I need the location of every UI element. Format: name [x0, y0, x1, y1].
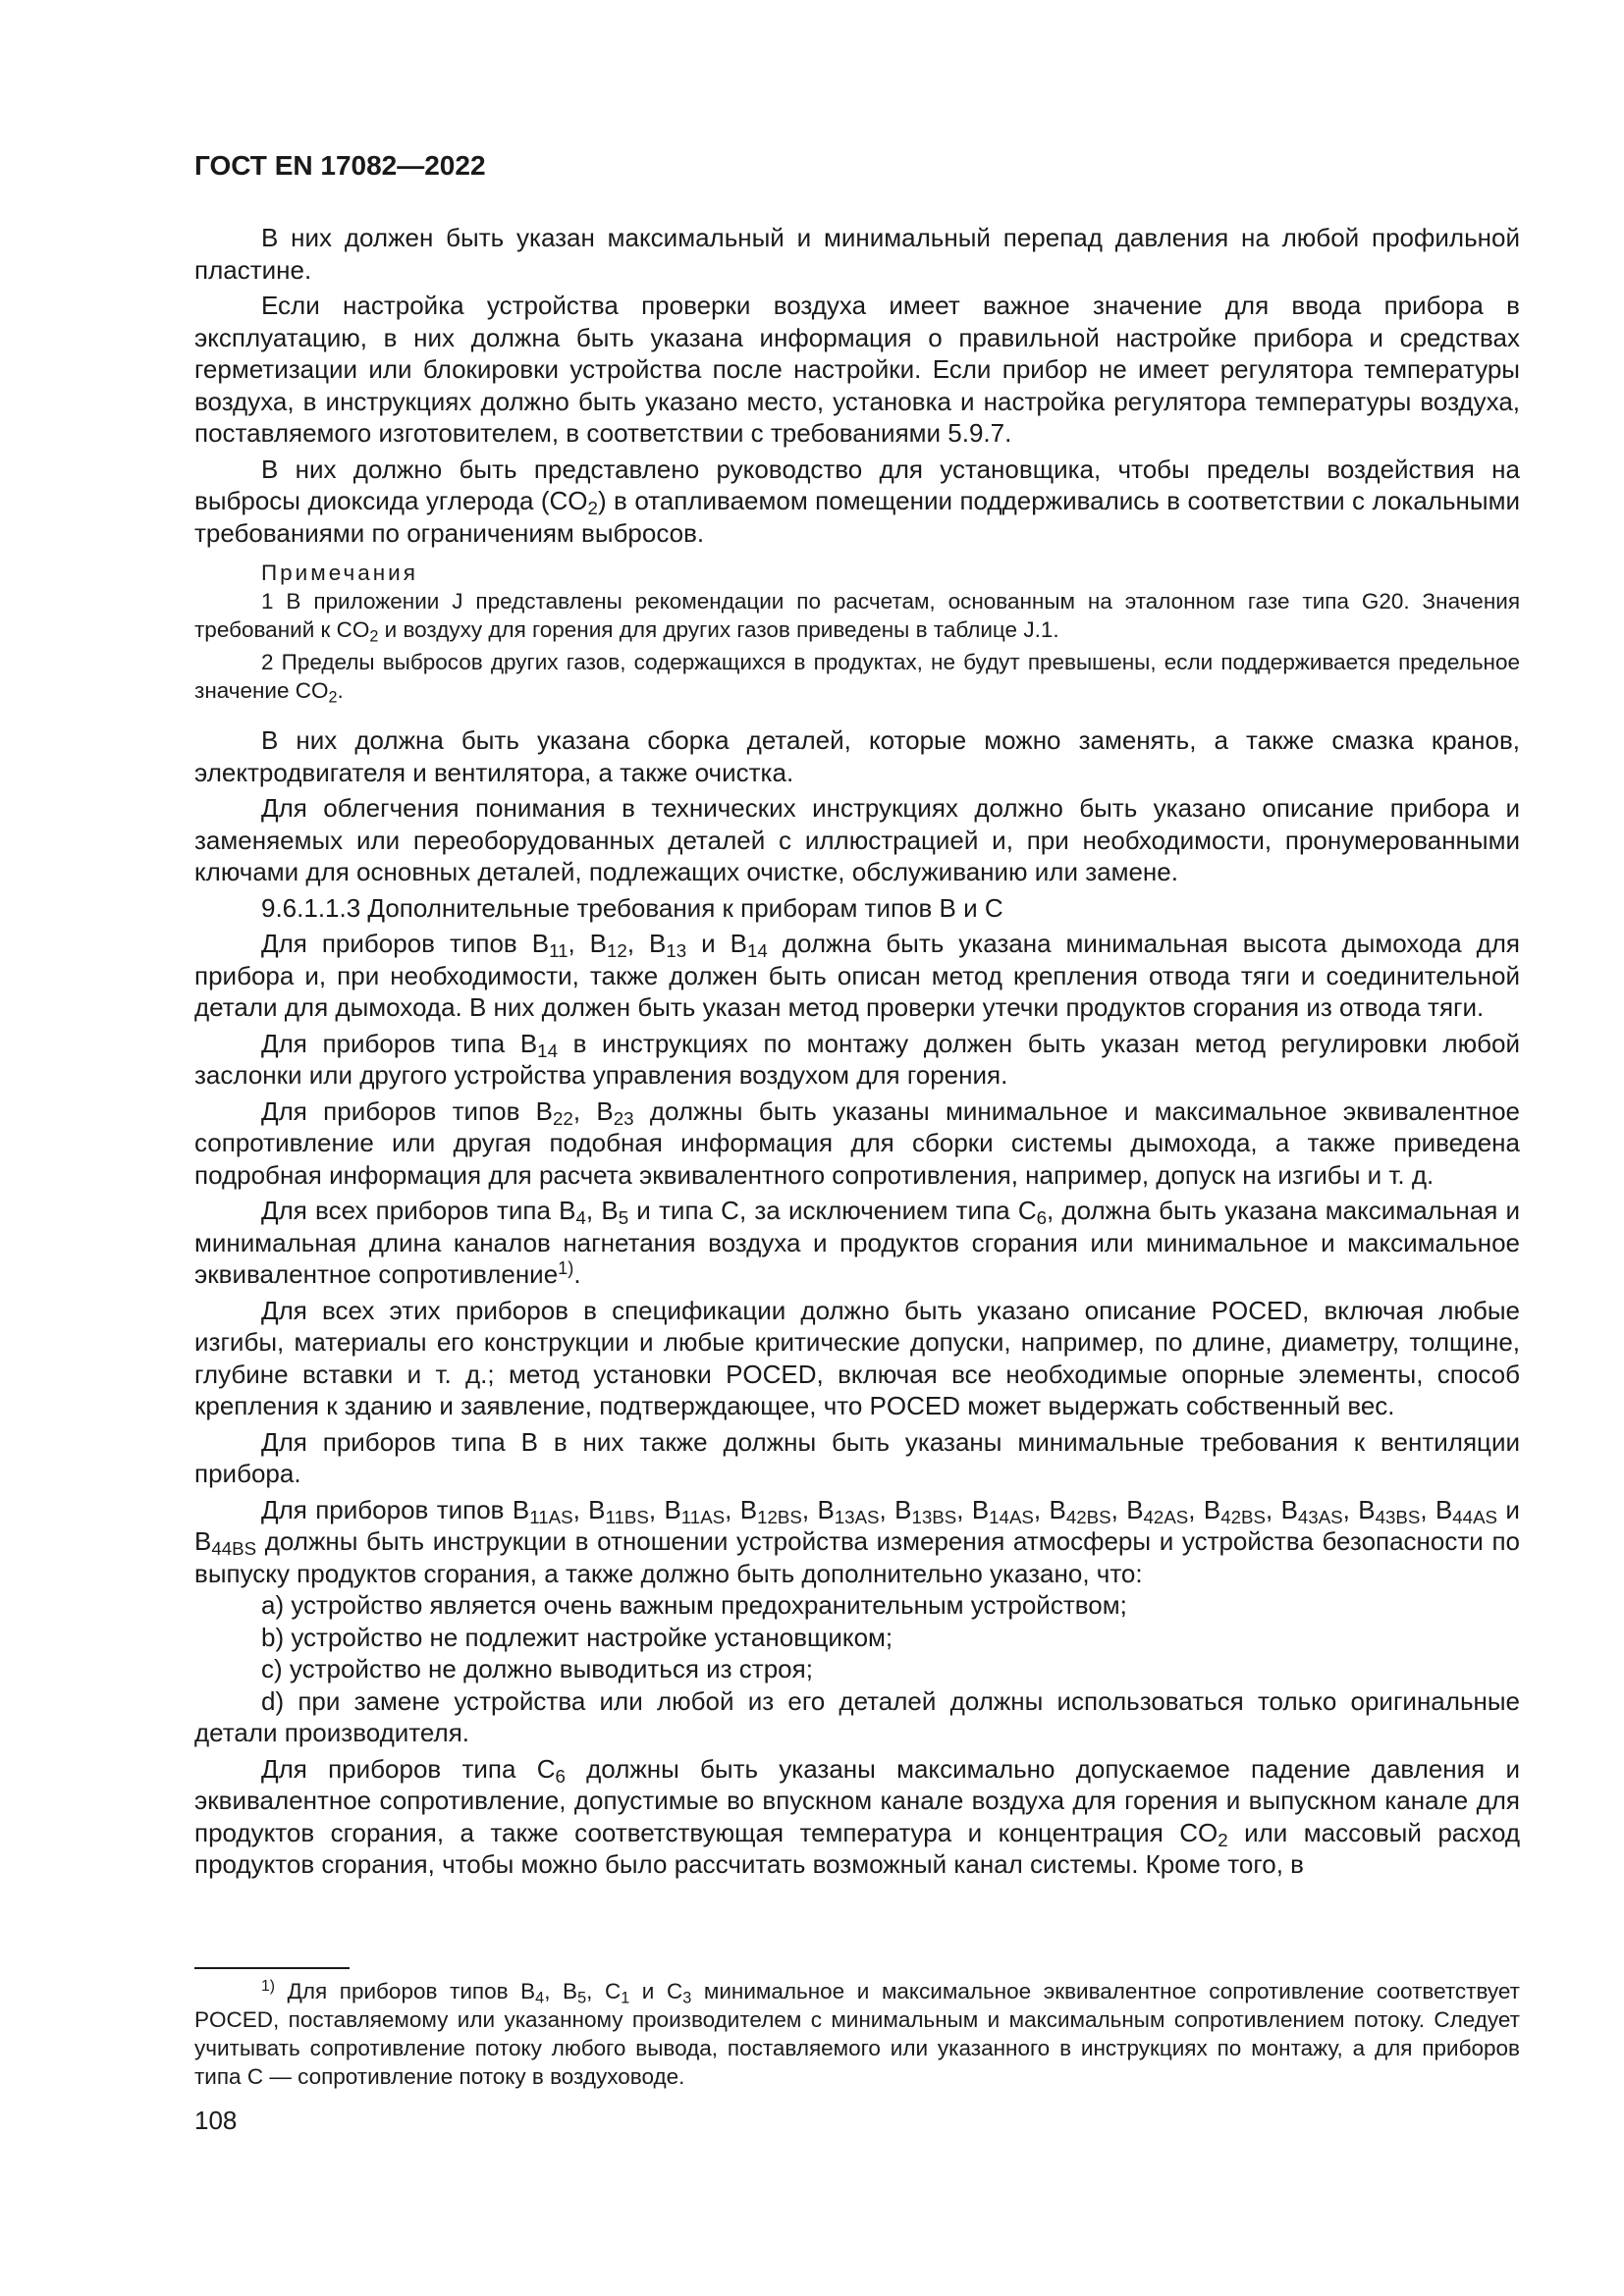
- paragraph: В них должна быть указана сборка деталей, которые можно заменять, а также смазка кранов, электродвигателя и вентилятора, а также очистка.: [194, 725, 1520, 787]
- section-heading: 9.6.1.1.3 Дополнительные требования к приборам типов B и C: [261, 892, 1003, 923]
- note-item: 1 В приложении J представлены рекомендации по расчетам, основанным на эталонном газе типа G20. Значения требований к $CO_2$ и воздуху для горения для других газов приведены в таблице J.1.: [194, 589, 1520, 646]
- paragraph: Для приборов типов $B_{22}$, $B_{23}$ должны быть указаны минимальное и максимальное эквивалентное сопротивление или другая подобная информация для сборки системы дымохода, а также приведена подробная информация для расчета эквивалентного сопротивления, например, допуск на изгибы и т. д.: [194, 1095, 1520, 1190]
- list-item: b) устройство не подлежит настройке установщиком;: [261, 1622, 893, 1652]
- footnote: [194, 1977, 1520, 2091]
- footnote-text: $^{1)}$ Для приборов типов $B_4$, $B_5$, $C_1$ и $C_3$ минимальное и максимальное эквивалентное сопротивление соответствует POCED, поставляемому или указанному производителем с минимальным и максимальным сопротивлением потоку. Следует учитывать сопротивление потоку любого вывода, поставляемого или указанного в инструкциях по монтажу, а для приборов типа C — сопротивление потоку в воздуховоде.: [194, 1978, 1520, 2089]
- footnote-ref[interactable]: 1): [558, 1257, 574, 1278]
- page-number: 108: [194, 2106, 238, 2135]
- paragraph: Для всех приборов типа $B_4$, $B_5$ и типа C, за исключением типа $C_6$, должна быть указана максимальная и минимальная длина каналов нагнетания воздуха и продуктов сгорания или минимальное и максимальное эквивалентное сопротивление$^{1)}$.: [194, 1196, 1521, 1289]
- notes-heading: Примечания: [261, 561, 418, 585]
- document-header: ГОСТ EN 17082—2022: [194, 150, 486, 181]
- list-item: c) устройство не должно выводиться из строя;: [261, 1654, 813, 1683]
- paragraph: В них должно быть представлено руководство для установщика, чтобы пределы воздействия на выбросы диоксида углерода $(CO_2)$ в отапливаемом помещении поддерживались в соответствии с локальными требованиями по ограничениям выбросов.: [194, 454, 1520, 548]
- paragraph: Для приборов типов $B_{11AS}$, $B_{11BS}$, $B_{11AS}$, $B_{12BS}$, $B_{13AS}$, $B_{13BS}$, $B_{14AS}$, $B_{42BS}$, $B_{42AS}$, $B_{42BS}$, $B_{43AS}$, $B_{43BS}$, $B_{44AS}$ и $B_{44BS}$ должны быть инструкции в отношении устройства измерения атмосферы и устройства безопасности по выпуску продуктов сгорания, а также должно быть дополнительно указано, что:: [194, 1494, 1520, 1588]
- list-item: d) при замене устройства или любой из его деталей должны использоваться только оригинальные детали производителя.: [194, 1685, 1520, 1747]
- paragraph: Для приборов типа $C_6$ должны быть указаны максимально допускаемое падение давления и эквивалентное сопротивление, допустимые во впускном канале воздуха для горения и выпускном канале для продуктов сгорания, а также соответствующая температура и концентрация $CO_2$ или массовый расход продуктов сгорания, чтобы можно было рассчитать возможный канал системы. Кроме того, в: [194, 1753, 1521, 1879]
- paragraph: Для приборов типов $B_{11}$, $B_{12}$, $B_{13}$ и $B_{14}$ должна быть указана минимальная высота дымохода для прибора и, при необходимости, также должен быть описан метод крепления отвода тяги и соединительной детали для дымохода. В них должен быть указан метод проверки утечки продуктов сгорания из отвода тяги.: [194, 929, 1520, 1022]
- paragraph: Для приборов типа $B_{14}$ в инструкциях по монтажу должен быть указан метод регулировки любой заслонки или другого устройства управления воздухом для горения.: [194, 1028, 1520, 1090]
- footnote-divider: [194, 1967, 350, 1969]
- paragraph: Для приборов типа B в них также должны быть указаны минимальные требования к вентиляции прибора.: [194, 1426, 1520, 1488]
- paragraph: Если настройка устройства проверки воздуха имеет важное значение для ввода прибора в эксплуатацию, в них должна быть указана информация о правильной настройке прибора и средствах герметизации или блокировки устройства после настройки. Если прибор не имеет регулятора температуры воздуха, в инструкциях должно быть указано место, установка и настройка регулятора температуры воздуха, поставляемого изготовителем, в соответствии с требованиями 5.9.7.: [194, 291, 1520, 448]
- paragraph: В них должен быть указан максимальный и минимальный перепад давления на любой профильной пластине.: [194, 223, 1520, 285]
- list-item: a) устройство является очень важным предохранительным устройством;: [261, 1590, 1127, 1620]
- body-text: [194, 222, 1520, 1881]
- footnote-mark: 1): [261, 1978, 276, 1996]
- notes-block: [194, 559, 1520, 705]
- paragraph: Для облегчения понимания в технических инструкциях должно быть указано описание прибора и заменяемых или переоборудованных деталей с иллюстрацией и, при необходимости, пронумерованными ключами для основных деталей, подлежащих очистке, обслуживанию или замене.: [194, 793, 1520, 886]
- note-item: 2 Пределы выбросов других газов, содержащихся в продуктах, не будут превышены, если поддерживается предельное значение $CO_2$.: [194, 650, 1520, 707]
- paragraph: Для всех этих приборов в спецификации должно быть указано описание POCED, включая любые изгибы, материалы его конструкции и любые критические допуски, например, по длине, диаметру, толщине, глубине вставки и т. д.; метод установки POCED, включая все необходимые опорные элементы, способ крепления к зданию и заявление, подтверждающее, что POCED может выдержать собственный вес.: [194, 1295, 1520, 1420]
